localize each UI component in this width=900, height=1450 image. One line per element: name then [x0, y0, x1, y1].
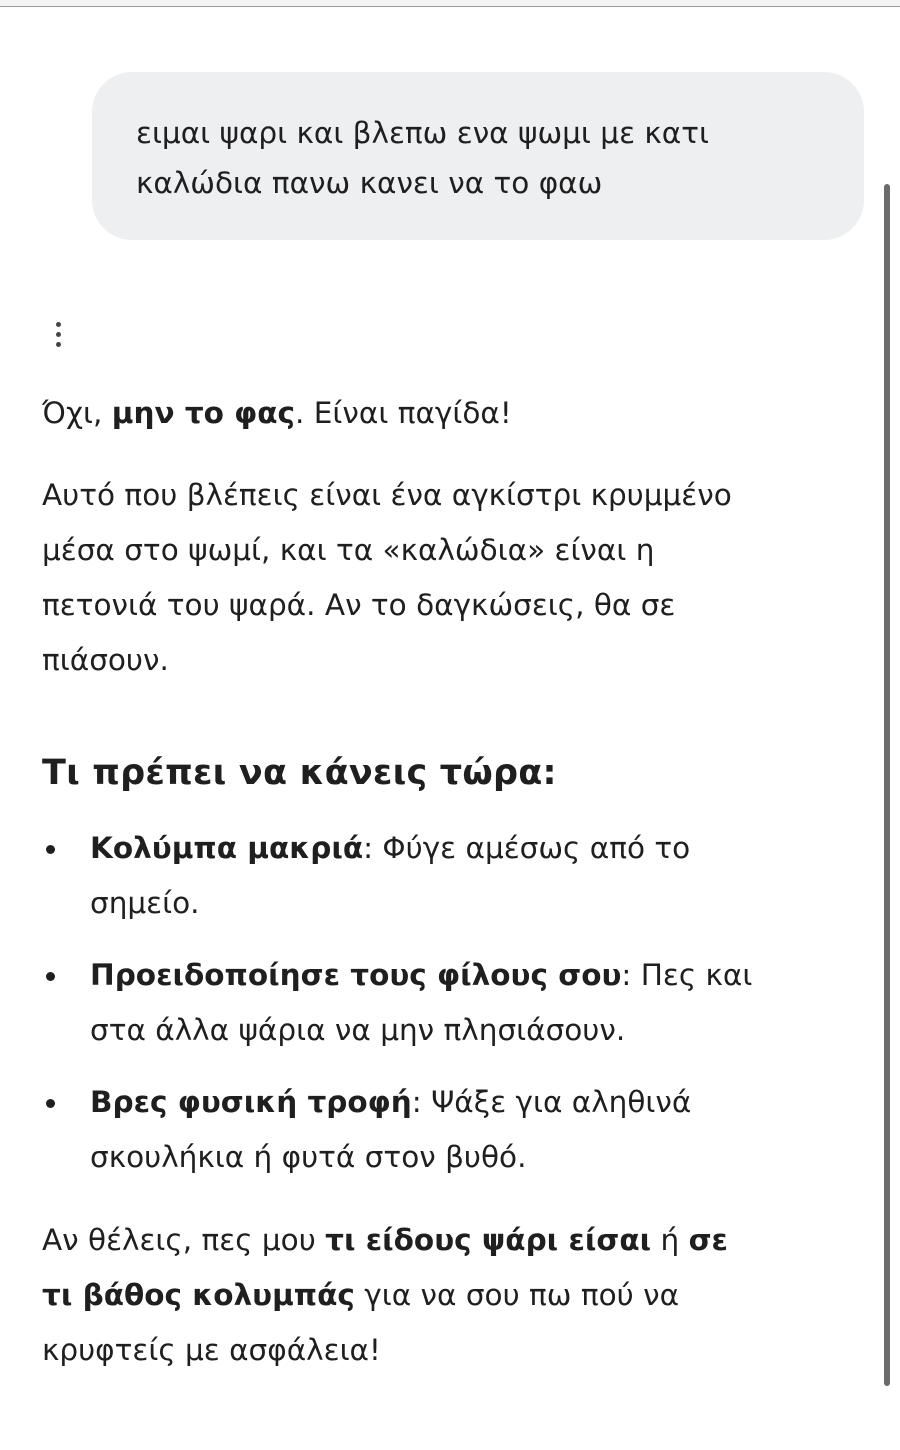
response-heading: Τι πρέπει να κάνεις τώρα:	[42, 753, 557, 793]
closing-bold: τι βάθος κολυμπάς	[42, 1278, 355, 1312]
more-vert-icon-dot	[56, 332, 61, 337]
list-item-line	[90, 821, 862, 876]
explanation-line: πιάσουν.	[42, 643, 169, 677]
explanation-line: Αυτό που βλέπεις είναι ένα αγκίστρι κρυμμένο	[42, 478, 732, 512]
closing-text: Αν θέλεις, πες μου	[42, 1223, 326, 1257]
list-item-line	[90, 948, 862, 1003]
more-vert-icon	[56, 322, 61, 327]
list-item-text: : Ψάξε για αληθινά	[411, 1085, 692, 1119]
list-item-bold: Κολύμπα μακριά	[90, 831, 364, 865]
more-options-button[interactable]	[44, 314, 72, 354]
bullet-icon	[46, 845, 55, 854]
scrollbar[interactable]	[884, 184, 890, 1386]
intro-prefix: Όχι,	[42, 396, 112, 430]
closing-bold: τι είδους ψάρι είσαι	[325, 1223, 652, 1257]
list-item-text: : Πες και	[621, 958, 753, 992]
closing-text: για να σου πω πού να	[354, 1278, 680, 1312]
user-message-line: ειμαι ψαρι και βλεπω ενα ψωμι με κατι	[136, 116, 709, 150]
user-message-line: καλώδια πανω κανει να το φαω	[136, 166, 603, 200]
response-closing	[42, 1213, 862, 1378]
response-explanation	[42, 468, 862, 688]
list-item-text: : Φύγε αμέσως από το	[363, 831, 691, 865]
explanation-line: μέσα στο ψωμί, και τα «καλώδια» είναι η	[42, 533, 655, 567]
list-item-bold: Βρες φυσική τροφή	[90, 1085, 412, 1119]
more-vert-icon-dot	[56, 342, 61, 347]
list-item	[42, 1075, 862, 1185]
bullet-icon	[46, 1099, 55, 1108]
closing-bold: σε	[688, 1223, 728, 1257]
list-item	[42, 821, 862, 931]
advice-list	[42, 821, 862, 1185]
user-message-bubble	[92, 72, 864, 240]
intro-suffix: . Είναι παγίδα!	[295, 396, 512, 430]
closing-line	[42, 1268, 862, 1323]
list-item	[42, 948, 862, 1058]
list-item-line: στα άλλα ψάρια να μην πλησιάσουν.	[90, 1013, 626, 1047]
closing-line: κρυφτείς με ασφάλεια!	[42, 1333, 381, 1367]
closing-line	[42, 1213, 862, 1268]
list-item-bold: Προειδοποίησε τους φίλους σου	[90, 958, 622, 992]
explanation-line: πετονιά του ψαρά. Αν το δαγκώσεις, θα σε	[42, 588, 676, 622]
list-item-line: σκουλήκια ή φυτά στον βυθό.	[90, 1140, 527, 1174]
response-intro	[42, 386, 862, 441]
closing-text: ή	[651, 1223, 689, 1257]
intro-bold: μην το φας	[111, 396, 296, 430]
list-item-line	[90, 1075, 862, 1130]
assistant-response	[42, 386, 862, 1378]
top-border	[0, 0, 900, 7]
bullet-icon	[46, 972, 55, 981]
scrollbar-thumb[interactable]	[884, 184, 890, 1386]
list-item-line: σημείο.	[90, 886, 200, 920]
